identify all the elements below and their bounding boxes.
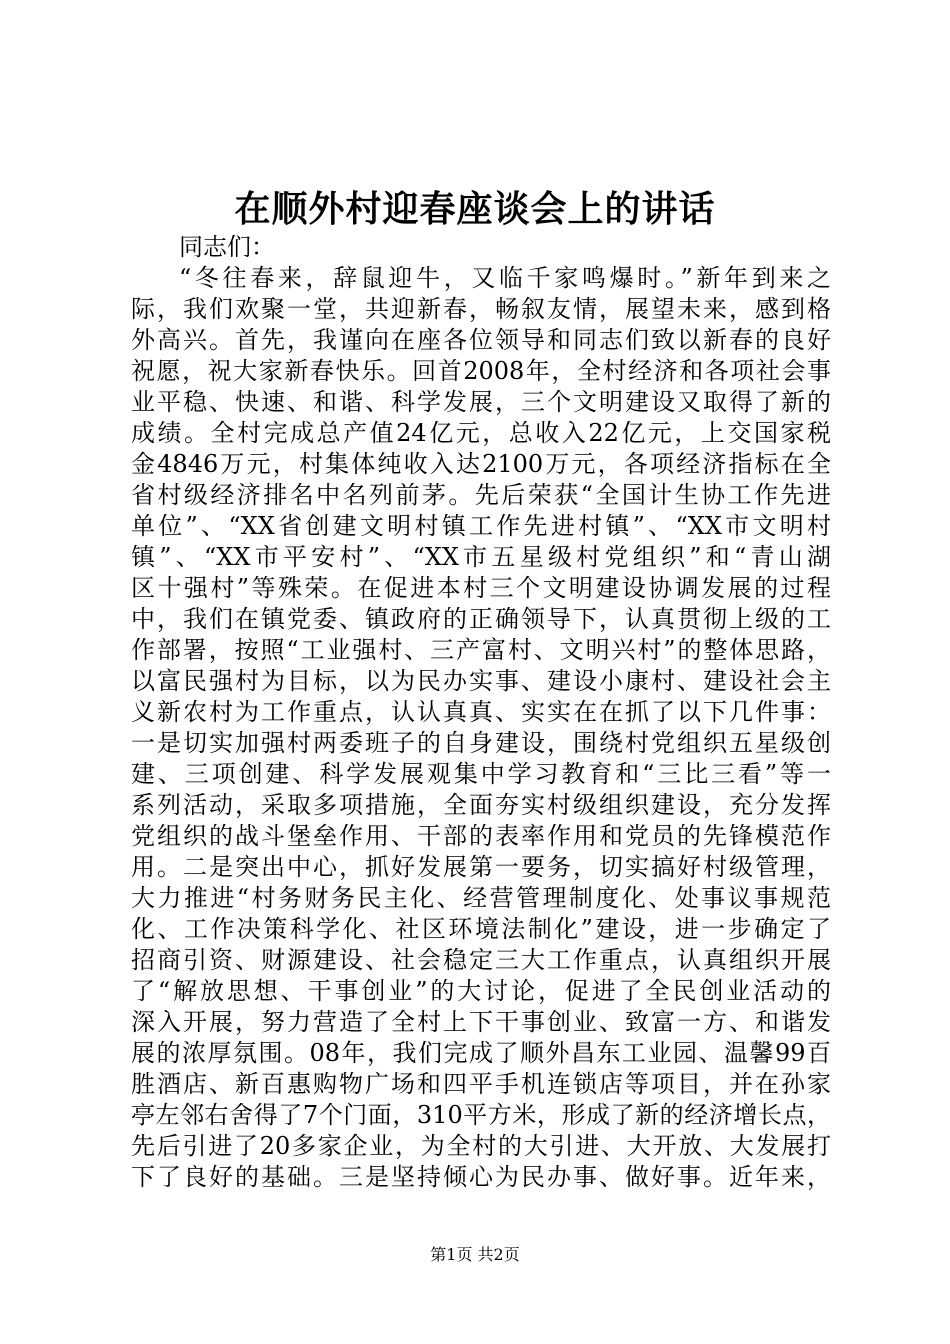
text-line: 单位”、“XX省创建文明村镇工作先进村镇”、“XX市文明村 <box>131 512 831 540</box>
text-line: 胜酒店、新百惠购物广场和四平手机连锁店等项目，并在孙家 <box>131 1070 831 1098</box>
document-title: 在顺外村迎春座谈会上的讲话 <box>234 188 716 230</box>
text-line: 祝愿，祝大家新春快乐。回首2008年，全村经济和各项社会事 <box>131 357 831 385</box>
text-line: 用。二是突出中心，抓好发展第一要务，切实搞好村级管理， <box>131 853 831 881</box>
text-line: 以富民强村为目标，以为民办实事、建设小康村、建设社会主 <box>131 667 831 695</box>
text-line: 深入开展，努力营造了全村上下干事创业、致富一方、和谐发 <box>131 1008 831 1036</box>
text-line: 先后引进了20多家企业，为全村的大引进、大开放、大发展打 <box>131 1132 831 1160</box>
text-line: 招商引资、财源建设、社会稳定三大工作重点，认真组织开展 <box>131 946 831 974</box>
text-line: 作部署，按照“工业强村、三产富村、文明兴村”的整体思路， <box>131 636 831 664</box>
text-line: 下了良好的基础。三是坚持倾心为民办事、做好事。近年来， <box>131 1163 831 1191</box>
document-body <box>131 232 831 1193</box>
text-line: 外高兴。首先，我谨向在座各位领导和同志们致以新春的良好 <box>131 326 831 354</box>
text-line: 亭左邻右舍得了7个门面，310平方米，形成了新的经济增长点， <box>131 1101 831 1129</box>
text-line: 建、三项创建、科学发展观集中学习教育和“三比三看”等一 <box>131 760 831 788</box>
text-line: “冬往春来，辞鼠迎牛，又临千家鸣爆时。”新年到来之 <box>179 264 831 292</box>
text-line: 党组织的战斗堡垒作用、干部的表率作用和党员的先锋模范作 <box>131 822 831 850</box>
text-line: 省村级经济排名中名列前茅。先后荣获“全国计生协工作先进 <box>131 481 831 509</box>
text-line: 系列活动，采取多项措施，全面夯实村级组织建设，充分发挥 <box>131 791 831 819</box>
text-line: 业平稳、快速、和谐、科学发展，三个文明建设又取得了新的 <box>131 388 831 416</box>
text-line: 大力推进“村务财务民主化、经营管理制度化、处事议事规范 <box>131 884 831 912</box>
salutation-text: 同志们： <box>179 233 275 261</box>
page-number-footer: 第1页 共2页 <box>430 1245 520 1264</box>
text-line: 区十强村”等殊荣。在促进本村三个文明建设协调发展的过程 <box>131 574 831 602</box>
text-line: 化、工作决策科学化、社区环境法制化”建设，进一步确定了 <box>131 915 831 943</box>
text-line: 一是切实加强村两委班子的自身建设，围绕村党组织五星级创 <box>131 729 831 757</box>
text-line: 了“解放思想、干事创业”的大讨论，促进了全民创业活动的 <box>131 977 831 1005</box>
text-line: 义新农村为工作重点，认认真真、实实在在抓了以下几件事： <box>131 698 831 726</box>
text-line: 展的浓厚氛围。08年，我们完成了顺外昌东工业园、温馨99百 <box>131 1039 831 1067</box>
text-line: 际，我们欢聚一堂，共迎新春，畅叙友情，展望未来，感到格 <box>131 295 831 323</box>
salutation-line <box>131 232 831 263</box>
text-line: 镇”、“XX市平安村”、“XX市五星级村党组织”和“青山湖 <box>131 543 831 571</box>
text-line: 中，我们在镇党委、镇政府的正确领导下，认真贯彻上级的工 <box>131 605 831 633</box>
text-line: 成绩。全村完成总产值24亿元，总收入22亿元，上交国家税 <box>131 419 831 447</box>
text-line: 金4846万元，村集体纯收入达2100万元，各项经济指标在全 <box>131 450 831 478</box>
